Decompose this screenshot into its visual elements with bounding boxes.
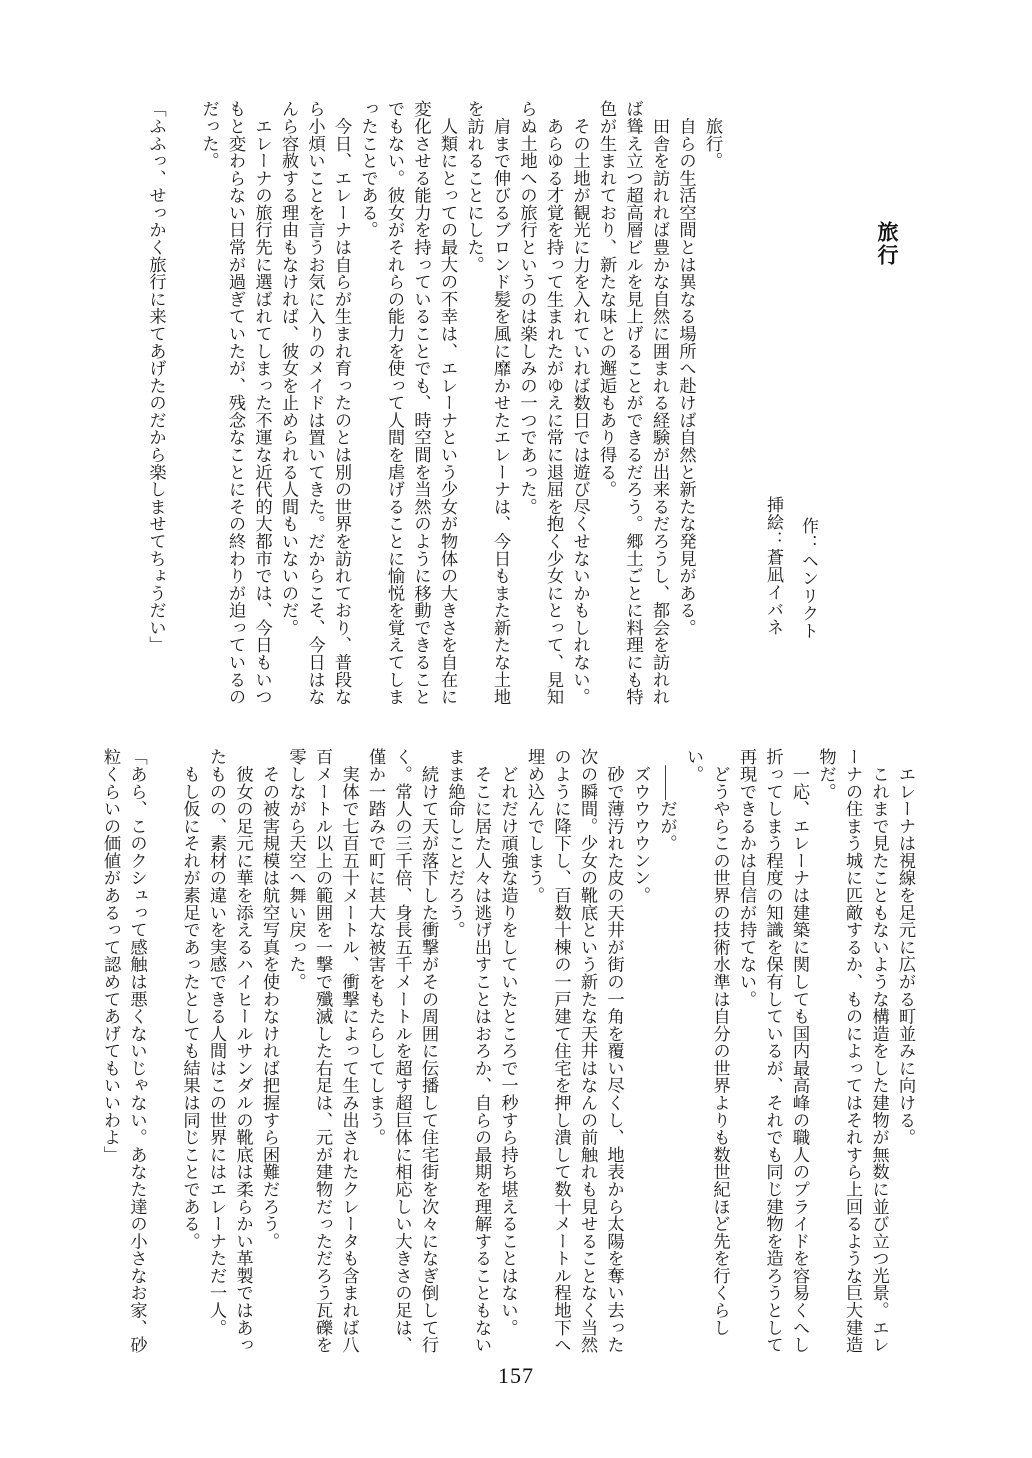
text-line: 実体で七百五十メートル、衝撃によって生み出されたクレータも含まれば八 (339, 748, 359, 1354)
text-line: 続けて天が落下した衝撃がその周囲に伝播して住宅街を次々になぎ倒して行 (419, 748, 438, 1354)
text-line: ーナの住まう城に匹敵するか、ものによってはそれすら上回るような巨大建造 (843, 748, 862, 1354)
top-page-text-block (142, 100, 725, 714)
text-line (150, 748, 177, 1362)
text-line: だった。 (199, 100, 219, 170)
text-line: そこに居た人々は逃げ出すことはおろか、自らの最期を理解することもない (472, 748, 491, 1354)
text-line: 「あら、このクシュって感触は悪くないじゃない。あなた達の小さなお家、砂 (127, 748, 147, 1354)
text-line: 折ってしまう程度の知識を保有しているが、それでも同じ建物を造ろうとして (763, 748, 783, 1354)
text-line: く。常人の三千倍、身長五千メートルを超す超巨体に相応しい大きさの足は、 (392, 748, 412, 1354)
bottom-page-text-block (97, 748, 919, 1362)
page-number: 157 (498, 1363, 534, 1388)
text-line: を訪れることにした。 (464, 100, 484, 273)
text-line: まま絶命しことだろう。 (445, 748, 465, 939)
text-line (169, 100, 196, 714)
text-line: これまで見たこともないような構造をした建物が無数に並び立つ光景。エレ (869, 748, 889, 1354)
text-line: エレーナは視線を足元に広がる町並みに向ける。 (896, 748, 915, 1146)
text-line: どれだけ頑強な造りをしていたところで一秒すら持ち堪えることはない。 (498, 748, 518, 1336)
text-line: エレーナの旅行先に選ばれてしまった不運な近代的大都市では、今日もいつ (252, 100, 272, 706)
text-line: 物だ。 (816, 748, 836, 800)
text-line: 次の瞬間。少女の靴底という新たな天井はなんの前触れも見せることなく当然 (578, 748, 597, 1354)
text-line: 今日、エレーナは自らが生まれ育ったのとは別の世界を訪れており、普段な (332, 100, 351, 706)
text-line: ったことである。 (358, 100, 378, 239)
text-line: 砂で薄汚れた皮の天井が街の一角を覆い尽くし、地表から太陽を奪い去った (604, 748, 624, 1354)
text-line: 零しながら天空へ舞い戻った。 (286, 748, 306, 991)
text-line: 自らの生活空間とは異なる場所へ赴けば自然と新たな発見がある。 (676, 100, 696, 636)
text-line: 田舎を訪れれば豊かな自然に囲まれる経験が出来るだろうし、都会を訪れれ (650, 100, 669, 706)
text-line: でもない。彼女がそれらの能力を使って人間を虐げることに愉悦を覚えてしま (385, 100, 404, 706)
text-line: その土地が観光に力を入れていれば数日では遊び尽くせないかもしれない。 (570, 100, 590, 706)
text-line: ら小煩いことを言うお気に入りのメイドは置いてきた。だからこそ、今日はな (305, 100, 325, 706)
text-line: どうやらこの世界の技術水準は自分の世界よりも数世紀ほど先を行くらしい。 (684, 748, 730, 1336)
text-line: のように降下し、百数十棟の一戸建て住宅を押し潰して数十メートル程地下へ (551, 748, 571, 1354)
text-line: 粒くらいの価値があるって認めてあげてもいいわよ」 (101, 748, 120, 1163)
text-line: ――だが。 (657, 748, 677, 852)
author-credit: 作：ヘンリクト (799, 517, 818, 640)
text-line: ば聳え立つ超高層ビルを見上げることができるだろう。郷土ごとに料理にも特 (623, 100, 643, 706)
text-line: 百メートル以上の範囲を一撃で殲滅した右足は、元が建物だっただろう瓦礫を (313, 748, 332, 1354)
text-line: 再現できるかは自信が持てない。 (737, 748, 756, 1008)
text-line: 旅行。 (703, 100, 722, 170)
text-line: んら容赦する理由もなければ、彼女を止められる人間もいないのだ。 (279, 100, 298, 636)
text-line: 埋め込んでしまう。 (525, 748, 544, 904)
illustrator-credit: 挿絵：蒼凪イバネ (764, 496, 783, 636)
text-line: 一応、エレーナは建築に関しても国内最高峰の職人のプライドを容易くへし (790, 748, 809, 1354)
text-line: ズウウウウンン。 (631, 748, 650, 904)
text-line: その被害規模は航空写真を使わなければ把握すら困難だろう。 (260, 748, 279, 1250)
text-line: 人類にとっての最大の不幸は、エレーナという少女が物体の大きさを自在に (438, 100, 457, 706)
text-line: らぬ土地への旅行というのは楽しみの一つであった。 (517, 100, 537, 515)
text-line: 色が生まれており、新たな味との邂逅もあり得る。 (597, 100, 616, 498)
text-line: 変化させる能力を持っていることでも、時空間を当然のように移動できること (411, 100, 431, 706)
text-line: 僅か一踏みで町に甚大な被害をもたらしてしまう。 (366, 748, 385, 1146)
text-line: たものの、素材の違いを実感できる人間はこの世界にはエレーナただ一人。 (207, 748, 226, 1336)
text-line: あらゆる才覚を持って生まれたがゆえに常に退屈を抱く少女にとって、見知 (544, 100, 563, 706)
text-line: もと変わらない日常が過ぎていたが、残念なことにその終わりが迫っているの (226, 100, 245, 706)
text-line: 肩まで伸びるブロンド髪を風に靡かせたエレーナは、今日もまた新たな土地 (491, 100, 510, 706)
text-line: 彼女の足元に華を添えるハイヒールサンダルの靴底は柔らかい革製ではあっ (233, 748, 253, 1354)
text-line: 「ふふっ、せっかく旅行に来てあげたのだから楽しませてちょうだい」 (146, 100, 166, 654)
page-title: 旅行 (875, 221, 899, 267)
text-line: もし仮にそれが素足であったとしても結果は同じことである。 (180, 748, 200, 1250)
